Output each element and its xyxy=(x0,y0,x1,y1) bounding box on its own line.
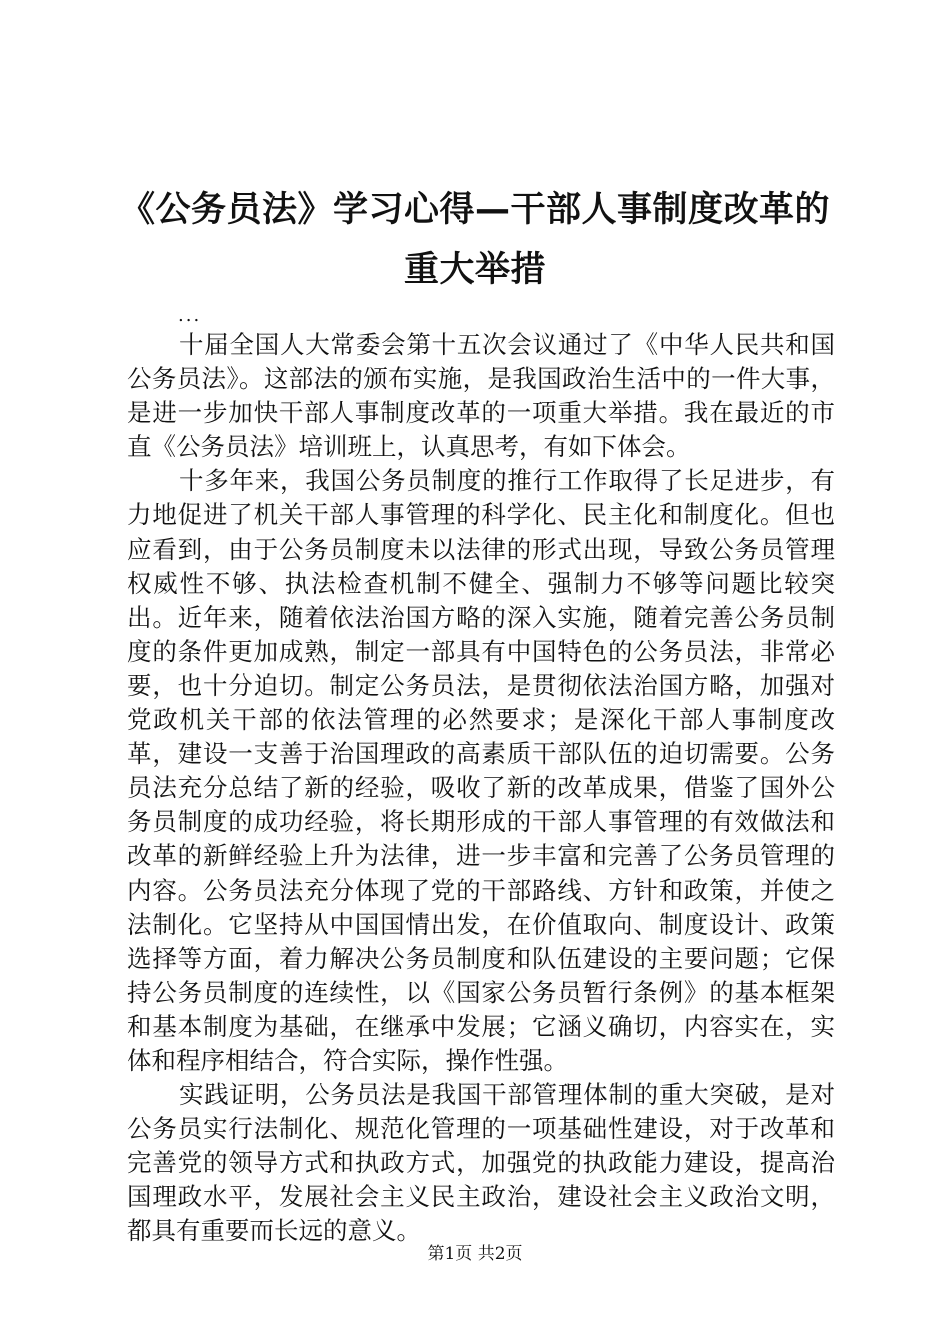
document-body xyxy=(127,328,835,1249)
page-number-footer: 第1页 共2页 xyxy=(427,1244,523,1264)
paragraph-1: 十届全国人大常委会第十五次会议通过了《中华人民共和国公务员法》。这部法的颁布实施，是我国政治生活中的一件大事，是进一步加快干部人事制度改革的一项重大举措。我在最近的市直《公务员法》培训班上，认真思考，有如下体会。 xyxy=(127,330,835,462)
document-title-line-1: 《公务员法》学习心得—干部人事制度改革的 xyxy=(119,190,830,230)
ellipsis-marker: ... xyxy=(178,305,202,326)
paragraph-2: 十多年来，我国公务员制度的推行工作取得了长足进步，有力地促进了机关干部人事管理的科学化、民主化和制度化。但也应看到，由于公务员制度未以法律的形式出现，导致公务员管理权威性不够、执法检查机制不健全、强制力不够等问题比较突出。近年来，随着依法治国方略的深入实施，随着完善公务员制度的条件更加成熟，制定一部具有中国特色的公务员法，非常必要，也十分迫切。制定公务员法，是贯彻依法治国方略，加强对党政机关干部的依法管理的必然要求；是深化干部人事制度改革，建设一支善于治国理政的高素质干部队伍的迫切需要。公务员法充分总结了新的经验，吸收了新的改革成果，借鉴了国外公务员制度的成功经验，将长期形成的干部人事管理的有效做法和改革的新鲜经验上升为法律，进一步丰富和完善了公务员管理的内容。公务员法充分体现了党的干部路线、方针和政策，并使之法制化。它坚持从中国国情出发，在价值取向、制度设计、政策选择等方面，着力解决公务员制度和队伍建设的主要问题；它保持公务员制度的连续性，以《国家公务员暂行条例》的基本框架和基本制度为基础，在继承中发展；它涵义确切，内容实在，实体和程序相结合，符合实际，操作性强。 xyxy=(127,466,835,1075)
paragraph-3: 实践证明，公务员法是我国干部管理体制的重大突破，是对公务员实行法制化、规范化管理的一项基础性建设，对于改革和完善党的领导方式和执政方式，加强党的执政能力建设，提高治国理政水平，发展社会主义民主政治，建设社会主义政治文明，都具有重要而长远的意义。 xyxy=(127,1080,835,1246)
document-title-line-2: 重大举措 xyxy=(403,250,546,290)
